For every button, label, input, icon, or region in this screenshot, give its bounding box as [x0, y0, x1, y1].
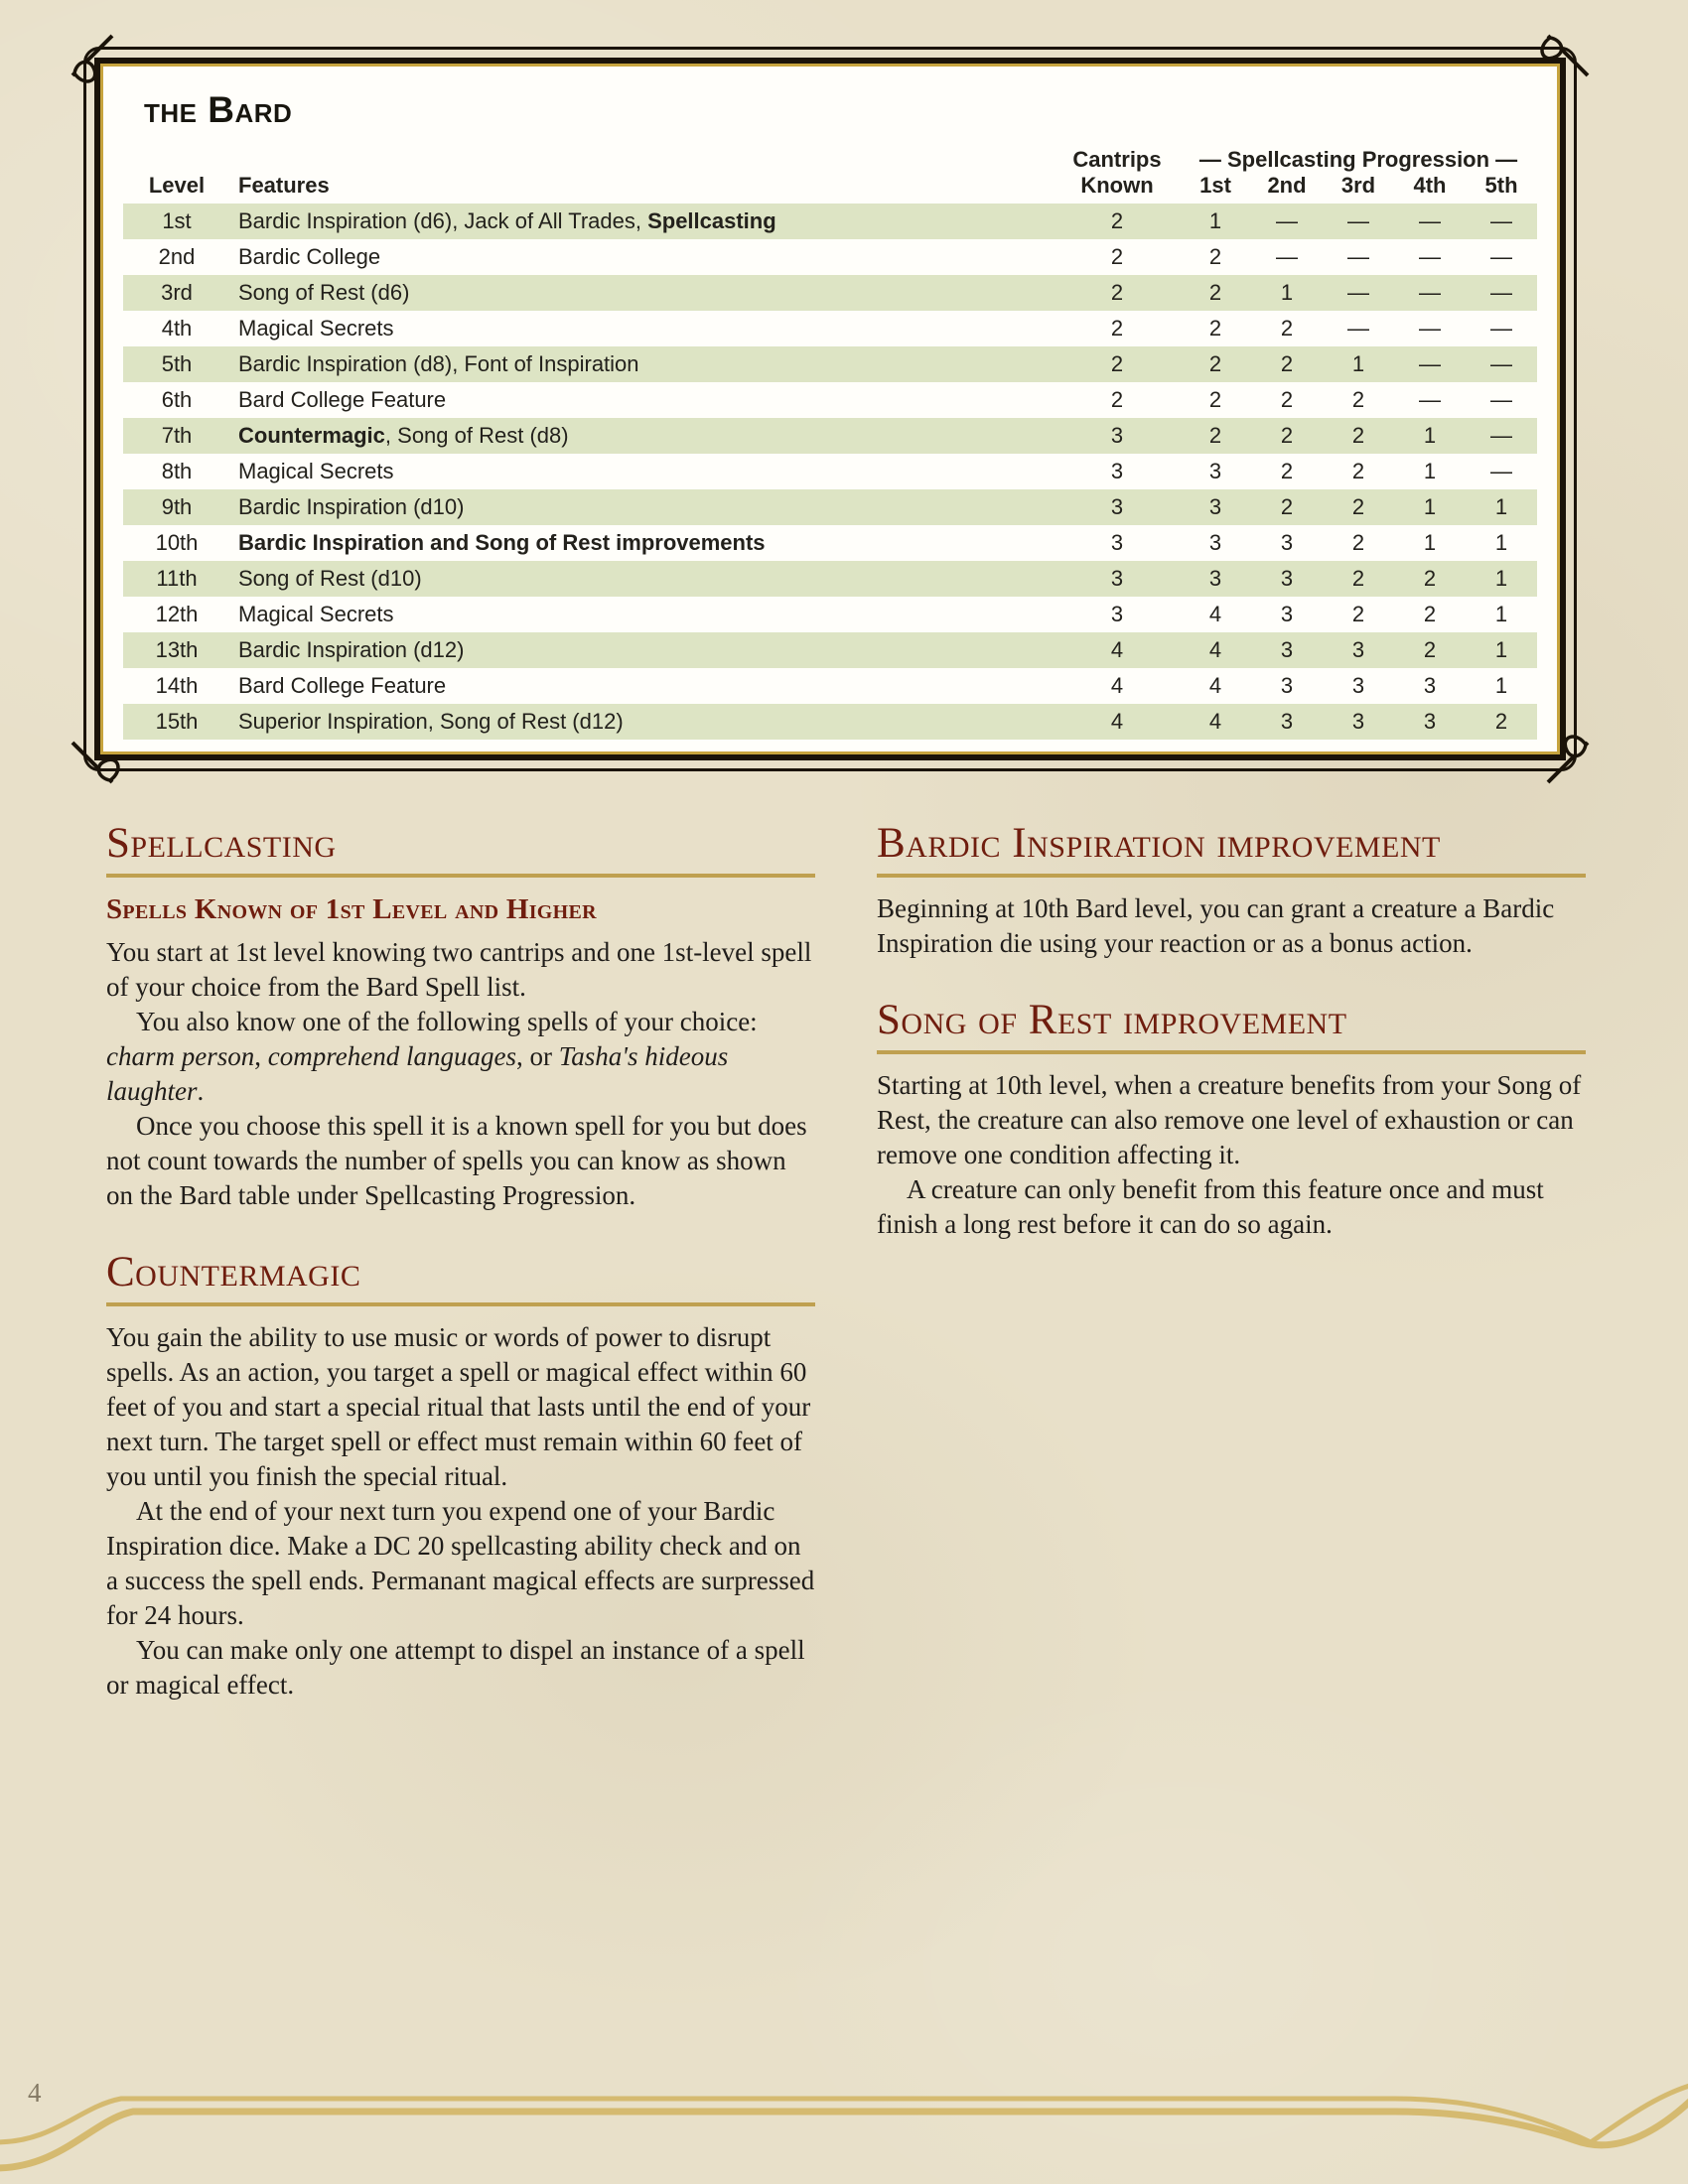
section-heading: Spellcasting: [106, 820, 337, 867]
section-song-of-rest-improvement: [877, 997, 1586, 1242]
spell-slot-cell: 4: [1208, 673, 1222, 698]
cantrips-known-cell: 3: [1055, 418, 1180, 454]
spell-slot-cell: —: [1347, 316, 1369, 341]
features-cell: [230, 311, 1055, 346]
text: .: [197, 1076, 205, 1106]
gold-rule: [877, 1050, 1586, 1054]
bard-table-body: [123, 204, 1537, 740]
features-cell: [230, 275, 1055, 311]
table-row: [123, 704, 1537, 740]
body-paragraph: [877, 1172, 1586, 1242]
level-cell: 14th: [155, 673, 199, 698]
table-row: [123, 668, 1537, 704]
spell-slot-cell: 2: [1280, 459, 1294, 483]
level-cell: 10th: [155, 530, 199, 555]
body-paragraph: [106, 1494, 815, 1633]
spell-slot-cell: 3: [1323, 704, 1394, 740]
spell-slot-cell: 2: [1423, 602, 1437, 626]
cantrips-known-cell: 2: [1055, 346, 1180, 382]
section-bardic-inspiration-improvement: [877, 820, 1586, 961]
text: A creature can only benefit from this feature once and must finish a long rest before it can do so again.: [877, 1174, 1544, 1239]
level-cell: 15th: [123, 704, 230, 740]
text: Song of Rest (d10): [238, 566, 422, 591]
features-cell: [230, 561, 1055, 597]
level-cell: 13th: [123, 632, 230, 668]
text: , Song of Rest (d8): [384, 423, 569, 448]
right-text-column: [877, 820, 1586, 1242]
level-cell: 6th: [161, 387, 193, 412]
spell-slot-cell: 3: [1351, 673, 1365, 698]
cantrips-known-cell: 4: [1110, 673, 1124, 698]
level-cell: 11th: [123, 561, 230, 597]
spell-slot-cell: 3: [1251, 561, 1323, 597]
level-cell: 8th: [161, 459, 193, 483]
bold-text: Bardic Inspiration and Song of Rest improvements: [238, 530, 766, 555]
text: Bardic Inspiration (d8), Font of Inspiration: [238, 351, 639, 376]
spell-slot-cell: 3: [1280, 530, 1294, 555]
spell-slot-cell: 2: [1208, 244, 1222, 269]
spell-slot-cell: 4: [1180, 704, 1251, 740]
text: Magical Secrets: [238, 316, 394, 341]
spell-slot-cell: —: [1394, 346, 1466, 382]
features-cell: [230, 489, 1055, 525]
spell-slot-cell: 2: [1394, 632, 1466, 668]
text: You gain the ability to use music or words of power to disrupt spells. As an action, you target a spell or magical effect within 60 feet of you and start a special ritual that lasts until the end of your next turn. The target spell or effect must remain within 60 feet of you until you finish the special ritual.: [106, 1322, 811, 1491]
header-slot-1st: 1st: [1199, 173, 1231, 198]
cantrips-known-cell: 2: [1110, 387, 1124, 412]
section-heading: Bardic Inspiration improvement: [877, 820, 1441, 867]
spell-slot-cell: 1: [1394, 418, 1466, 454]
header-slot-5th: 5th: [1484, 173, 1518, 198]
cantrips-known-cell: 3: [1110, 602, 1124, 626]
spell-slot-cell: 3: [1208, 530, 1222, 555]
header-cantrips: Cantrips: [1072, 147, 1162, 172]
features-cell: [230, 454, 1055, 489]
spell-name: charm person: [106, 1041, 255, 1071]
table-row: [123, 239, 1537, 275]
spell-slot-cell: 1: [1323, 346, 1394, 382]
text: You also know one of the following spells of your choice:: [136, 1007, 758, 1036]
text: Superior Inspiration, Song of Rest (d12): [238, 709, 624, 734]
section-subheading: Spells Known of 1st Level and Higher: [106, 893, 597, 925]
spell-slot-cell: —: [1466, 346, 1537, 382]
features-cell: [230, 346, 1055, 382]
spell-slot-cell: 1: [1251, 275, 1323, 311]
table-row: [123, 311, 1537, 346]
cantrips-known-cell: 4: [1055, 704, 1180, 740]
spell-slot-cell: —: [1466, 204, 1537, 239]
table-row: [123, 489, 1537, 525]
table-row: [123, 525, 1537, 561]
spell-slot-cell: 1: [1180, 204, 1251, 239]
spell-slot-cell: —: [1394, 275, 1466, 311]
spell-slot-cell: 2: [1351, 459, 1365, 483]
features-cell: [230, 668, 1055, 704]
spell-slot-cell: —: [1490, 316, 1513, 341]
header-level: Level: [148, 173, 206, 198]
spell-slot-cell: 2: [1180, 418, 1251, 454]
features-cell: [230, 204, 1055, 239]
spell-slot-cell: 3: [1280, 673, 1294, 698]
spell-slot-cell: 1: [1423, 459, 1437, 483]
spell-slot-cell: 1: [1466, 561, 1537, 597]
text: Starting at 10th level, when a creature benefits from your Song of Rest, the creature can also remove one level of exhaustion or can remove one condition affecting it.: [877, 1070, 1582, 1169]
spell-slot-cell: 3: [1251, 704, 1323, 740]
body-paragraph: [106, 1109, 815, 1213]
body-paragraph: [106, 935, 815, 1005]
level-cell: 4th: [161, 316, 193, 341]
spell-slot-cell: 2: [1251, 489, 1323, 525]
table-row: [123, 275, 1537, 311]
spell-slot-cell: 2: [1323, 561, 1394, 597]
text: Song of Rest (d6): [238, 280, 410, 305]
left-text-column: [106, 820, 815, 1703]
features-cell: [230, 525, 1055, 561]
spell-slot-cell: 2: [1280, 387, 1294, 412]
spell-slot-cell: 3: [1280, 602, 1294, 626]
spell-slot-cell: 1: [1423, 530, 1437, 555]
table-row: [123, 597, 1537, 632]
level-cell: 9th: [123, 489, 230, 525]
level-cell: 3rd: [123, 275, 230, 311]
text: Magical Secrets: [238, 602, 394, 626]
section-countermagic: [106, 1249, 815, 1703]
text: You can make only one attempt to dispel an instance of a spell or magical effect.: [106, 1635, 805, 1700]
text: Beginning at 10th Bard level, you can grant a creature a Bardic Inspiration die using your reaction or as a bonus action.: [877, 893, 1555, 958]
header-spellcasting-progression: — Spellcasting Progression —: [1198, 147, 1518, 172]
gold-rule: [106, 874, 815, 878]
spell-slot-cell: —: [1419, 387, 1441, 412]
text: Once you choose this spell it is a known spell for you but does not count towards the number of spells you can know as shown on the Bard table under Spellcasting Progression.: [106, 1111, 807, 1210]
spell-slot-cell: 3: [1394, 704, 1466, 740]
features-cell: [230, 239, 1055, 275]
body-paragraph: [106, 1320, 815, 1494]
bard-table-panel: [94, 58, 1566, 760]
spell-slot-cell: 4: [1208, 602, 1222, 626]
text: , or: [515, 1041, 559, 1071]
spell-slot-cell: —: [1276, 244, 1298, 269]
spell-slot-cell: 1: [1494, 673, 1508, 698]
section-spellcasting: [106, 820, 815, 1213]
spell-slot-cell: —: [1251, 204, 1323, 239]
table-row: [123, 561, 1537, 597]
bold-text: Countermagic: [238, 423, 385, 448]
table-title: the Bard: [144, 89, 293, 130]
spell-slot-cell: 2: [1180, 346, 1251, 382]
text: ,: [254, 1041, 268, 1071]
level-cell: 2nd: [158, 244, 196, 269]
header-slot-3rd: 3rd: [1340, 173, 1376, 198]
spell-slot-cell: —: [1323, 275, 1394, 311]
spell-slot-cell: —: [1419, 244, 1441, 269]
spell-slot-cell: 2: [1251, 418, 1323, 454]
spell-slot-cell: 2: [1251, 346, 1323, 382]
text: At the end of your next turn you expend one of your Bardic Inspiration dice. Make a DC 20 spellcasting ability check and on a success the spell ends. Permanant magical effects are surpressed for 24 hours.: [106, 1496, 815, 1630]
spell-slot-cell: 2: [1280, 316, 1294, 341]
cantrips-known-cell: 2: [1110, 316, 1124, 341]
table-row: [123, 204, 1537, 239]
body-paragraph: [106, 1005, 815, 1109]
spell-slot-cell: —: [1490, 244, 1513, 269]
header-known: Known: [1080, 173, 1154, 198]
cantrips-known-cell: 3: [1110, 530, 1124, 555]
spell-slot-cell: —: [1490, 459, 1513, 483]
spell-slot-cell: 2: [1323, 418, 1394, 454]
features-cell: [230, 632, 1055, 668]
spell-slot-cell: —: [1419, 316, 1441, 341]
header-slot-2nd: 2nd: [1267, 173, 1307, 198]
body-paragraph: [877, 891, 1586, 961]
features-cell: [230, 704, 1055, 740]
text: Bardic College: [238, 244, 381, 269]
spell-slot-cell: 2: [1466, 704, 1537, 740]
spell-slot-cell: —: [1466, 418, 1537, 454]
spell-slot-cell: 1: [1494, 602, 1508, 626]
body-paragraph: [877, 1068, 1586, 1172]
cantrips-known-cell: 3: [1055, 561, 1180, 597]
spell-slot-cell: —: [1466, 275, 1537, 311]
text: You start at 1st level knowing two cantrips and one 1st-level spell of your choice from the Bard Spell list.: [106, 937, 812, 1002]
text: Magical Secrets: [238, 459, 394, 483]
spell-name: Tasha's hideous laughter: [106, 1041, 729, 1106]
footer-flourish-ornament: [0, 2035, 1688, 2184]
gold-rule: [106, 1302, 815, 1306]
spell-slot-cell: 1: [1394, 489, 1466, 525]
spell-slot-cell: 2: [1180, 275, 1251, 311]
bard-progression-table: [123, 143, 1537, 740]
spell-slot-cell: 3: [1251, 632, 1323, 668]
spell-slot-cell: 2: [1351, 530, 1365, 555]
spell-slot-cell: 3: [1423, 673, 1437, 698]
level-cell: 12th: [155, 602, 199, 626]
body-paragraph: [106, 1633, 815, 1703]
cantrips-known-cell: 3: [1110, 459, 1124, 483]
bard-table-header: [123, 143, 1537, 204]
table-row: [123, 454, 1537, 489]
spell-name: comprehend languages: [267, 1041, 516, 1071]
header-slot-4th: 4th: [1413, 173, 1447, 198]
features-cell: [230, 382, 1055, 418]
spell-slot-cell: —: [1347, 244, 1369, 269]
cantrips-known-cell: 2: [1110, 244, 1124, 269]
level-cell: 1st: [123, 204, 230, 239]
cantrips-known-cell: 2: [1055, 275, 1180, 311]
bold-text: Spellcasting: [647, 208, 776, 233]
cantrips-known-cell: 2: [1055, 204, 1180, 239]
text: Bardic Inspiration (d6), Jack of All Trades,: [238, 208, 648, 233]
features-cell: [230, 418, 1055, 454]
spell-slot-cell: 2: [1323, 489, 1394, 525]
spell-slot-cell: 2: [1208, 316, 1222, 341]
spell-slot-cell: 1: [1466, 489, 1537, 525]
frame-corner-ornament-icon: [1530, 725, 1594, 788]
cantrips-known-cell: 3: [1055, 489, 1180, 525]
text: Bard College Feature: [238, 673, 447, 698]
table-row: [123, 632, 1537, 668]
spell-slot-cell: 3: [1323, 632, 1394, 668]
spell-slot-cell: 2: [1394, 561, 1466, 597]
gold-rule: [877, 874, 1586, 878]
page-number: 4: [28, 2078, 42, 2108]
table-row: [123, 346, 1537, 382]
level-cell: 7th: [123, 418, 230, 454]
spell-slot-cell: 2: [1351, 602, 1365, 626]
table-row: [123, 418, 1537, 454]
section-heading: Countermagic: [106, 1249, 361, 1296]
spell-slot-cell: 3: [1180, 561, 1251, 597]
spell-slot-cell: 2: [1351, 387, 1365, 412]
spell-slot-cell: —: [1394, 204, 1466, 239]
spell-slot-cell: 2: [1208, 387, 1222, 412]
frame-corner-ornament-icon: [67, 725, 130, 788]
cantrips-known-cell: 4: [1055, 632, 1180, 668]
spell-slot-cell: 1: [1494, 530, 1508, 555]
text: Bardic Inspiration (d10): [238, 494, 465, 519]
spell-slot-cell: 3: [1208, 459, 1222, 483]
table-row: [123, 382, 1537, 418]
spell-slot-cell: —: [1490, 387, 1513, 412]
section-heading: Song of Rest improvement: [877, 997, 1347, 1043]
spell-slot-cell: —: [1323, 204, 1394, 239]
level-cell: 5th: [123, 346, 230, 382]
spell-slot-cell: 3: [1180, 489, 1251, 525]
spell-slot-cell: 4: [1180, 632, 1251, 668]
text: Bardic Inspiration (d12): [238, 637, 465, 662]
text: Bard College Feature: [238, 387, 447, 412]
features-cell: [230, 597, 1055, 632]
header-features: Features: [238, 173, 330, 198]
spell-slot-cell: 1: [1466, 632, 1537, 668]
